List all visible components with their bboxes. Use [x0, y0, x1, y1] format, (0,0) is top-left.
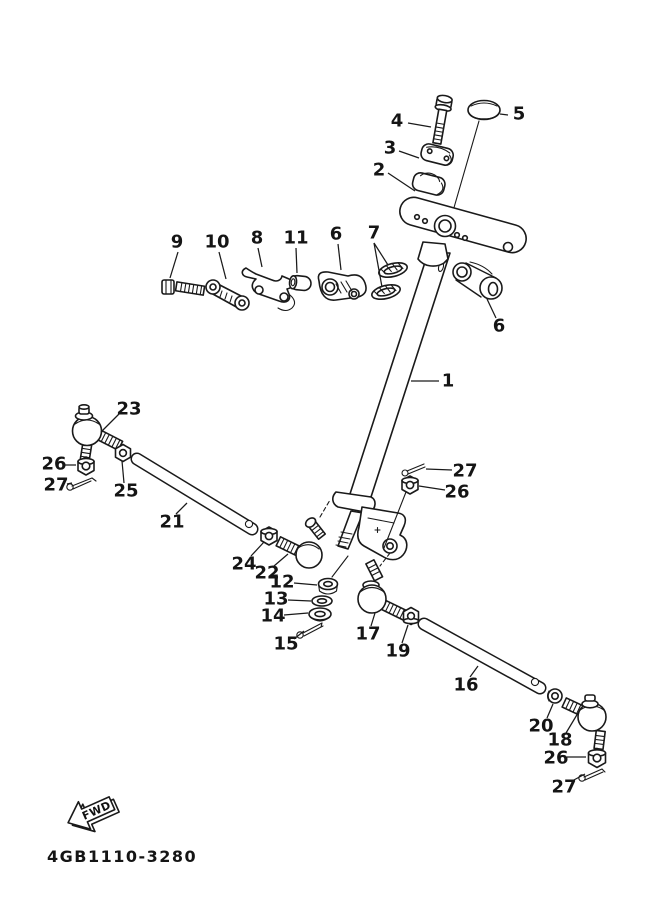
callout-label-4: 4: [390, 110, 404, 132]
callout-label-23: 23: [116, 398, 142, 420]
callout-label-6: 6: [492, 315, 506, 337]
part-26-nut-bottom: [589, 749, 606, 768]
callout-label-26: 26: [444, 481, 470, 503]
part-26-nut-mid: [402, 476, 418, 494]
callout-label-11: 11: [283, 227, 309, 249]
callout-label-22: 22: [254, 562, 280, 584]
fwd-label: FWD: [80, 798, 114, 823]
callout-label-3: 3: [383, 137, 397, 159]
callout-label-27: 27: [551, 776, 577, 798]
part-19-nut: [404, 608, 419, 625]
figure-code: 4GB1110-3280: [47, 847, 198, 866]
part-25-nut: [116, 445, 131, 462]
part-5-cap: [468, 101, 500, 120]
callout-label-13: 13: [263, 588, 289, 610]
callout-label-26: 26: [41, 453, 67, 475]
callout-label-7: 7: [367, 222, 381, 244]
part-26-nut-left: [78, 457, 94, 475]
callout-label-9: 9: [170, 231, 184, 253]
callout-label-17: 17: [355, 623, 381, 645]
callout-label-25: 25: [113, 480, 139, 502]
callout-label-19: 19: [385, 640, 411, 662]
part-20-washer: [548, 689, 563, 703]
callout-label-21: 21: [159, 511, 185, 533]
callout-label-27: 27: [452, 460, 478, 482]
callout-label-24: 24: [231, 553, 257, 575]
callout-label-2: 2: [372, 159, 386, 181]
part-14-dust-seal: [309, 608, 331, 621]
callout-label-6: 6: [329, 223, 343, 245]
part-6-shaft-holder-left: [318, 272, 366, 300]
callout-label-14: 14: [260, 605, 286, 627]
part-11-collar: [289, 275, 312, 291]
callout-label-16: 16: [453, 674, 479, 696]
callout-label-20: 20: [528, 715, 554, 737]
callout-label-26: 26: [543, 747, 569, 769]
callout-label-10: 10: [204, 231, 230, 253]
callout-label-15: 15: [273, 633, 299, 655]
callout-label-12: 12: [269, 571, 295, 593]
callout-label-18: 18: [547, 729, 573, 751]
callout-label-5: 5: [512, 103, 526, 125]
callout-label-1: 1: [441, 370, 455, 392]
part-13-washer: [312, 596, 332, 606]
callout-label-8: 8: [250, 227, 264, 249]
callout-label-27: 27: [43, 474, 69, 496]
